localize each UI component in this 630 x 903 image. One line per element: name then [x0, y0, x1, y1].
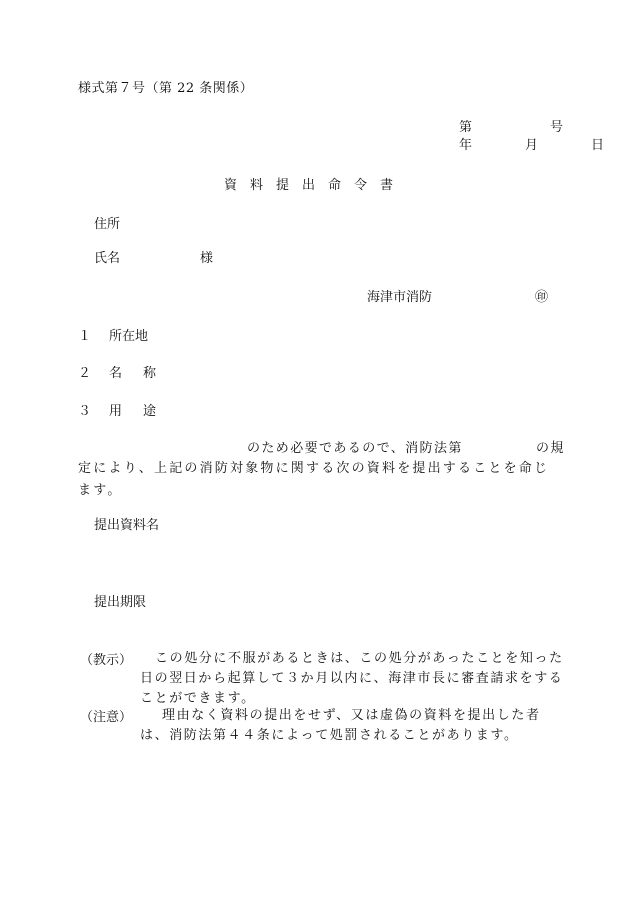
item-1-number: １ — [78, 329, 92, 344]
address-label: 住所 — [94, 217, 121, 232]
item-1-label: 所在地 — [109, 329, 149, 344]
deadline-label: 提出期限 — [94, 595, 147, 610]
caution-label: （注意） — [80, 710, 133, 725]
item-3-label: 用 途 — [109, 404, 161, 419]
seal-mark: ㊞ — [535, 290, 549, 305]
body-paragraph: 定により、上記の消防対象物に関する次の資料を提出することを命じます。 — [78, 461, 550, 498]
document-date: 年 月 日 — [459, 138, 614, 153]
caution-text: 理由なく資料の提出をせず、又は虚偽の資料を提出した者は、消防法第４４条によって処罰されることがあります。 — [140, 708, 541, 743]
body-line1-b: の規 — [536, 441, 565, 456]
document-number: 第 号 — [459, 120, 564, 135]
issuer: 海津市消防 — [367, 290, 433, 305]
form-id: 様式第７号（第 22 条関係） — [78, 81, 254, 96]
page-title: 資 料 提 出 命 令 書 — [224, 178, 394, 193]
materials-label: 提出資料名 — [94, 518, 160, 533]
notice-label: （教示） — [80, 653, 133, 668]
item-3-number: ３ — [78, 404, 92, 419]
name-label: 氏名 — [94, 251, 121, 266]
notice-text: この処分に不服があるときは、この処分があったことを知った日の翌日から起算して３か月以内に、海津市長に審査請求をすることができます。 — [140, 651, 564, 706]
honorific: 様 — [200, 251, 214, 266]
item-2-label: 名 称 — [109, 366, 161, 381]
body-line1-a: のため必要であるので、消防法第 — [247, 441, 463, 456]
item-2-number: ２ — [78, 366, 92, 381]
